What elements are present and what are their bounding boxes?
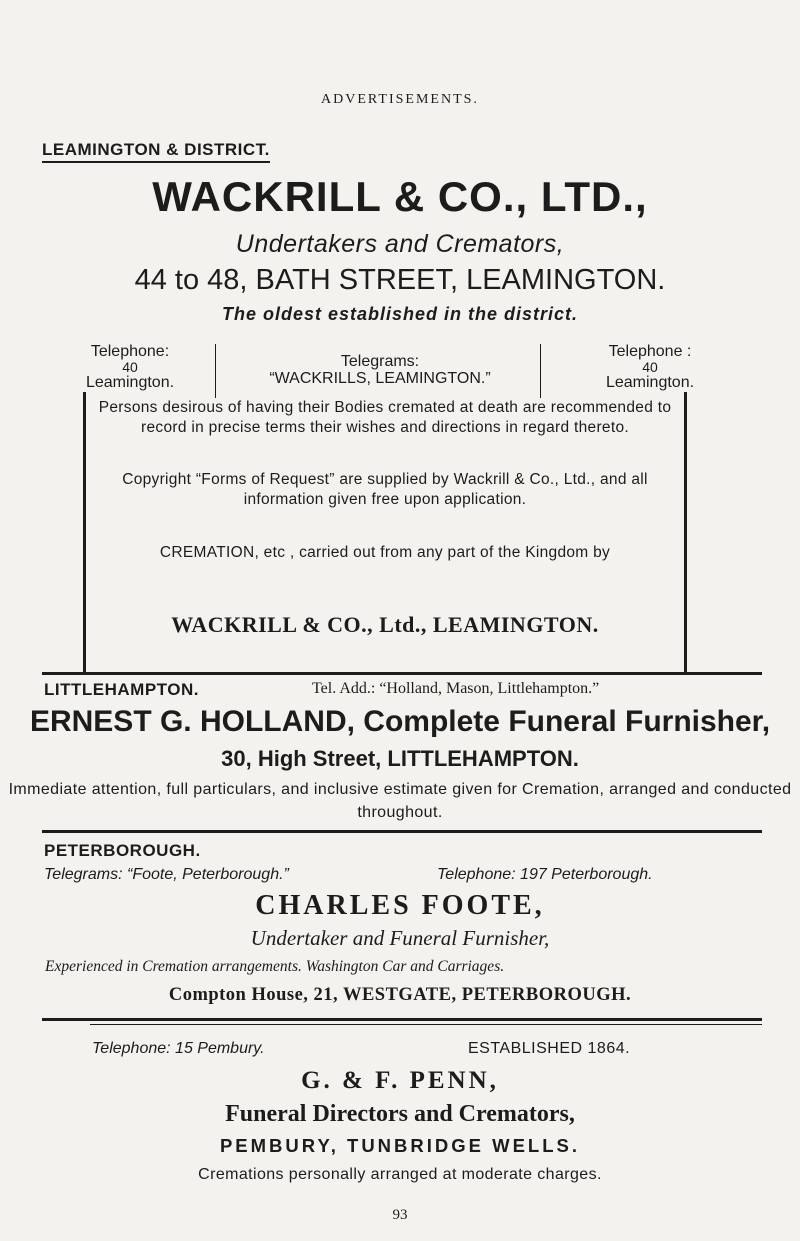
firm-name-foote: CHARLES FOOTE, [255, 890, 545, 921]
telephone-number: 40 [122, 359, 138, 375]
telephone-place: Leamington. [605, 374, 695, 391]
firm-name-penn: G. & F. PENN, [301, 1067, 499, 1094]
section-heading-peterborough: PETERBOROUGH. [44, 841, 201, 860]
firm-name-holland: ERNEST G. HOLLAND, Complete Funeral Furnisher, [29, 705, 771, 738]
description-penn: Cremations personally arranged at moderate charges. [198, 1166, 602, 1183]
telephone-place: Leamington. [85, 374, 175, 391]
established-penn: ESTABLISHED 1864. [468, 1040, 631, 1057]
firm-name-wackrill: WACKRILL & CO., LTD., [152, 173, 648, 220]
telephone-label: Telephone : [608, 343, 692, 360]
experience-foote: Experienced in Cremation arrangements. Washington Car and Carriages. [45, 958, 505, 975]
telephone-number: 40 [642, 359, 658, 375]
notice-paragraph: Copyright “Forms of Request” are supplied by Wackrill & Co., Ltd., and all information given free upon application. [122, 471, 648, 508]
trade-penn: Funeral Directors and Cremators, [225, 1101, 575, 1127]
address-wackrill: 44 to 48, BATH STREET, LEAMINGTON. [134, 264, 666, 296]
contact-divider [540, 344, 541, 398]
address-holland: 30, High Street, LITTLEHAMPTON. [221, 746, 579, 771]
tagline-wackrill: The oldest established in the district. [221, 304, 579, 324]
section-heading-leamington: LEAMINGTON & DISTRICT. [42, 140, 270, 159]
telephone-foote: Telephone: 197 Peterborough. [437, 866, 653, 883]
cremation-notice-box [83, 392, 687, 672]
section-divider [42, 1018, 762, 1021]
section-heading-littlehampton: LITTLEHAMPTON. [44, 680, 199, 699]
heading-underline [42, 161, 270, 163]
telegrams-value: “WACKRILLS, LEAMINGTON.” [269, 370, 491, 387]
address-foote: Compton House, 21, WESTGATE, PETERBOROUGH. [168, 985, 632, 1005]
section-divider [90, 1024, 762, 1025]
telegrams-address [225, 353, 535, 387]
contact-divider [215, 344, 216, 398]
trade-wackrill: Undertakers and Cremators, [235, 230, 565, 258]
telephone-penn: Telephone: 15 Pembury. [92, 1040, 265, 1057]
section-divider [42, 672, 762, 675]
running-head: ADVERTISEMENTS. [321, 92, 479, 107]
page-number: 93 [392, 1207, 408, 1223]
notice-paragraph: Persons desirous of having their Bodies cremated at death are recommended to record in precise terms their wishes and directions in regard thereto. [98, 399, 672, 436]
notice-paragraph: CREMATION, etc , carried out from any part of the Kingdom by [159, 544, 611, 561]
trade-foote: Undertaker and Funeral Furnisher, [250, 926, 550, 950]
telephone-right [545, 343, 755, 391]
notice-signature: WACKRILL & CO., Ltd., LEAMINGTON. [171, 612, 599, 637]
description-holland: Immediate attention, full particulars, and inclusive estimate given for Cremation, arranged and conducted throughout. [8, 781, 792, 821]
section-divider [42, 830, 762, 833]
telegrams-foote: Telegrams: “Foote, Peterborough.” [44, 866, 289, 883]
telegraphic-address: Tel. Add.: “Holland, Mason, Littlehampton.” [312, 680, 600, 697]
address-penn: PEMBURY, TUNBRIDGE WELLS. [219, 1135, 581, 1156]
telephone-label: Telephone: [90, 343, 170, 360]
telegrams-label: Telegrams: [340, 353, 420, 370]
telephone-left [60, 343, 200, 391]
